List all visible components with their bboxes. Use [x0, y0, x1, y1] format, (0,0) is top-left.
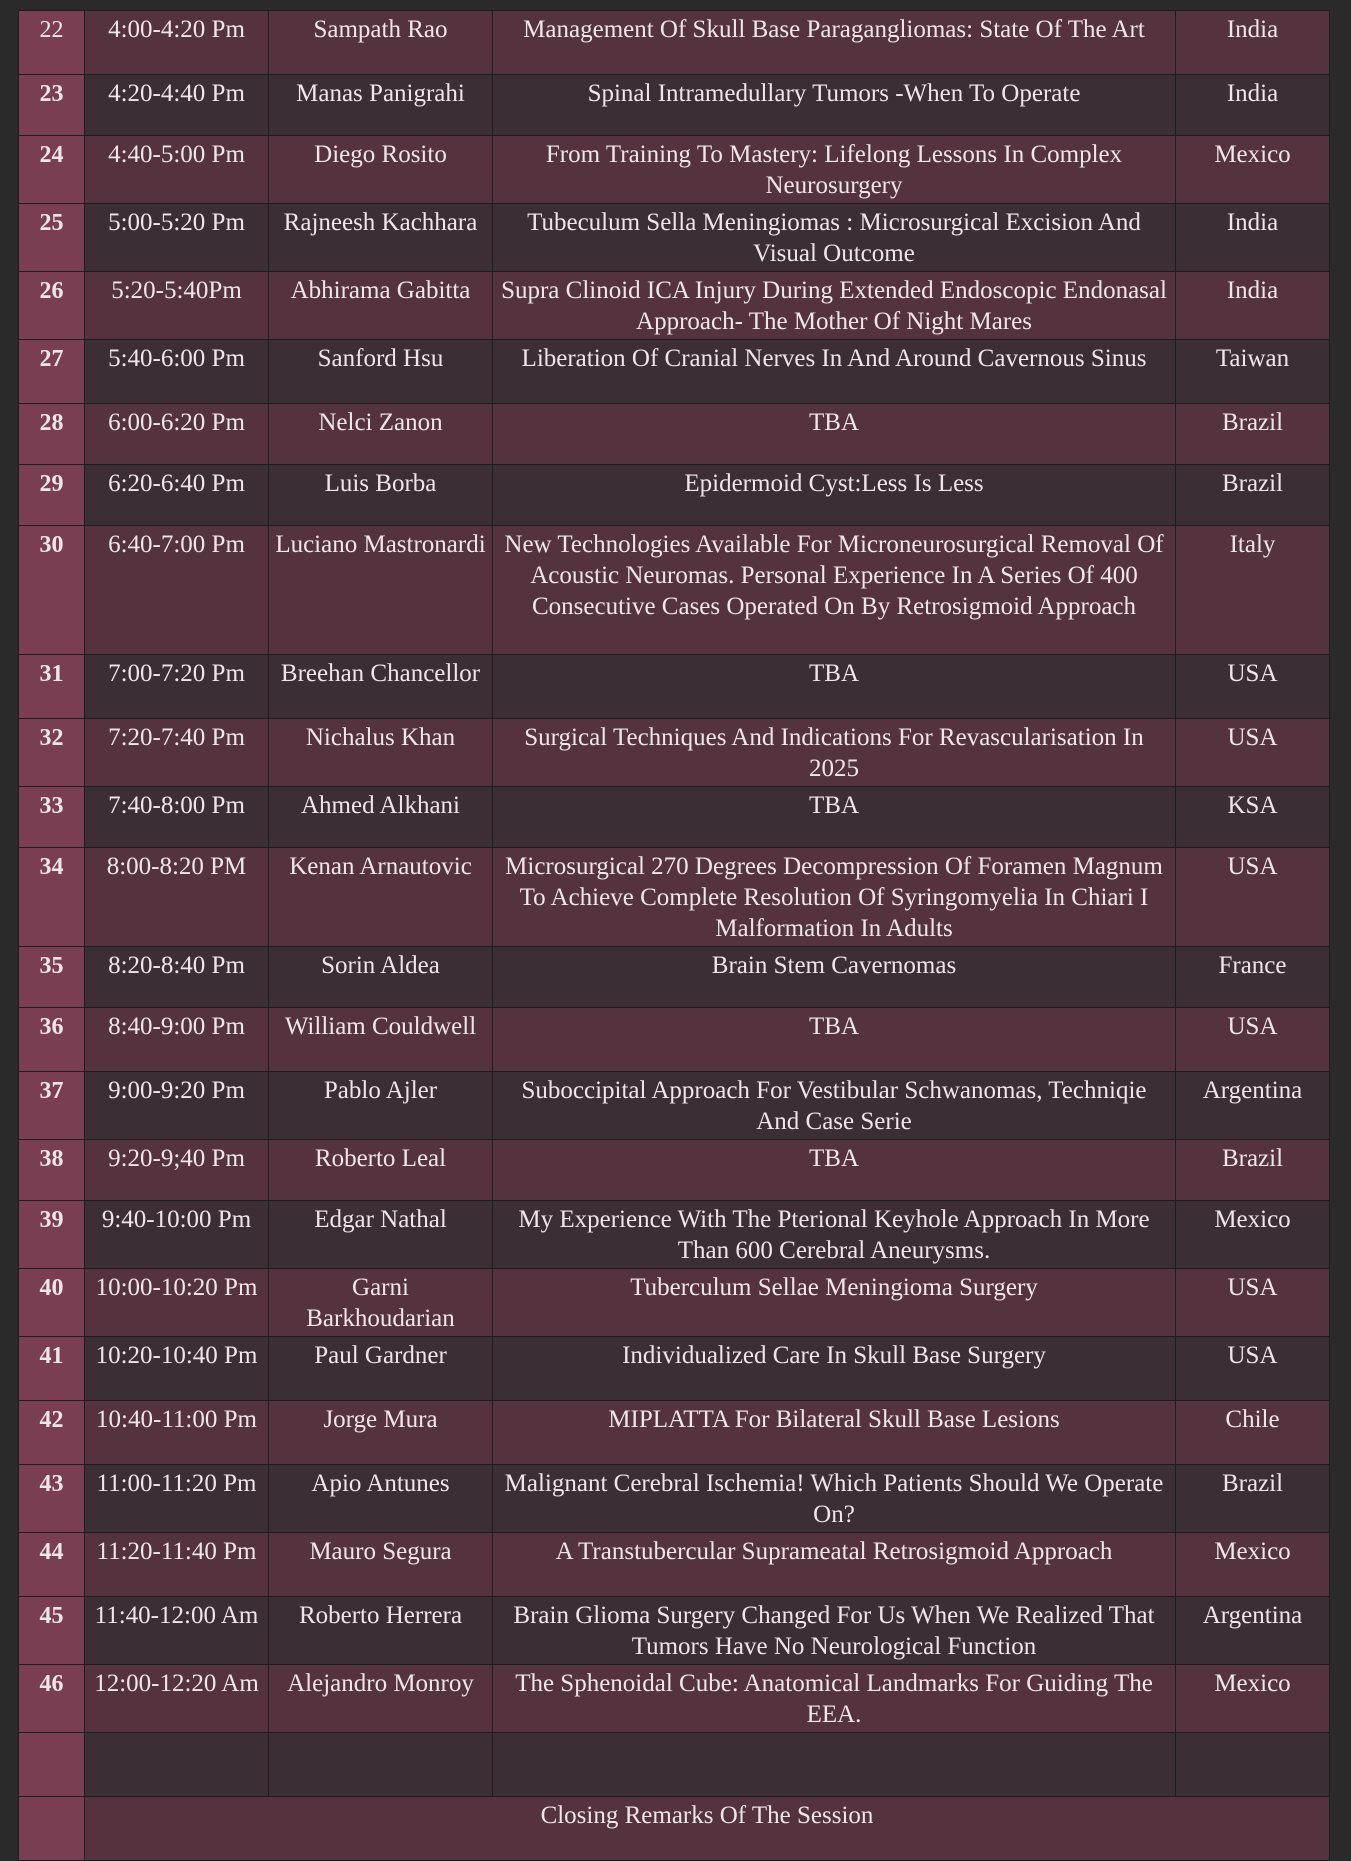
time-slot: 5:00-5:20 Pm — [85, 204, 269, 272]
talk-topic: Liberation Of Cranial Nerves In And Around Cavernous Sinus — [493, 340, 1176, 404]
speaker-country: USA — [1176, 655, 1330, 719]
speaker-name: Rajneesh Kachhara — [269, 204, 493, 272]
speaker-name: Sorin Aldea — [269, 947, 493, 1008]
speaker-name: Nichalus Khan — [269, 719, 493, 787]
schedule-rows — [19, 11, 1330, 1861]
speaker-country: Brazil — [1176, 465, 1330, 526]
time-slot: 8:20-8:40 Pm — [85, 947, 269, 1008]
time-slot: 6:20-6:40 Pm — [85, 465, 269, 526]
speaker-name: Kenan Arnautovic — [269, 848, 493, 947]
speaker-country: India — [1176, 272, 1330, 340]
table-row — [19, 947, 1330, 1008]
speaker-name: William Couldwell — [269, 1008, 493, 1072]
row-number: 23 — [19, 75, 85, 136]
speaker-country: India — [1176, 75, 1330, 136]
talk-topic: Epidermoid Cyst:Less Is Less — [493, 465, 1176, 526]
speaker-country: France — [1176, 947, 1330, 1008]
table-row — [19, 1733, 1330, 1797]
time-slot: 10:40-11:00 Pm — [85, 1401, 269, 1465]
row-number: 42 — [19, 1401, 85, 1465]
speaker-country: Mexico — [1176, 1533, 1330, 1597]
time-slot: 12:00-12:20 Am — [85, 1665, 269, 1733]
time-slot: 9:20-9;40 Pm — [85, 1140, 269, 1201]
time-slot: 11:00-11:20 Pm — [85, 1465, 269, 1533]
talk-topic: Malignant Cerebral Ischemia! Which Patients Should We Operate On? — [493, 1465, 1176, 1533]
table-row — [19, 655, 1330, 719]
speaker-country: Mexico — [1176, 1201, 1330, 1269]
table-row — [19, 1337, 1330, 1401]
row-number: 25 — [19, 204, 85, 272]
row-number: 40 — [19, 1269, 85, 1337]
time-slot: 7:00-7:20 Pm — [85, 655, 269, 719]
row-number: 22 — [19, 11, 85, 75]
speaker-name: Nelci Zanon — [269, 404, 493, 465]
time-slot: 8:40-9:00 Pm — [85, 1008, 269, 1072]
row-number — [19, 1797, 85, 1861]
time-slot: 8:00-8:20 PM — [85, 848, 269, 947]
speaker-country: Brazil — [1176, 1140, 1330, 1201]
row-number — [19, 1733, 85, 1797]
talk-topic: Surgical Techniques And Indications For Revascularisation In 2025 — [493, 719, 1176, 787]
talk-topic: Individualized Care In Skull Base Surgery — [493, 1337, 1176, 1401]
row-number: 38 — [19, 1140, 85, 1201]
table-row — [19, 1140, 1330, 1201]
speaker-country — [1176, 1733, 1330, 1797]
time-slot: 6:00-6:20 Pm — [85, 404, 269, 465]
row-number: 37 — [19, 1072, 85, 1140]
talk-topic: TBA — [493, 1008, 1176, 1072]
table-row — [19, 1597, 1330, 1665]
time-slot: 6:40-7:00 Pm — [85, 526, 269, 655]
speaker-name: Garni Barkhoudarian — [269, 1269, 493, 1337]
row-number: 28 — [19, 404, 85, 465]
talk-topic: Tubeculum Sella Meningiomas : Microsurgical Excision And Visual Outcome — [493, 204, 1176, 272]
speaker-name: Breehan Chancellor — [269, 655, 493, 719]
closing-row — [19, 1797, 1330, 1861]
time-slot: 4:00-4:20 Pm — [85, 11, 269, 75]
schedule-sheet — [18, 10, 1329, 1861]
speaker-name: Abhirama Gabitta — [269, 272, 493, 340]
speaker-country: Mexico — [1176, 136, 1330, 204]
time-slot: 11:20-11:40 Pm — [85, 1533, 269, 1597]
table-row — [19, 526, 1330, 655]
table-row — [19, 719, 1330, 787]
speaker-name: Luis Borba — [269, 465, 493, 526]
talk-topic: My Experience With The Pterional Keyhole Approach In More Than 600 Cerebral Aneurysms. — [493, 1201, 1176, 1269]
talk-topic — [493, 1733, 1176, 1797]
talk-topic: TBA — [493, 787, 1176, 848]
row-number: 41 — [19, 1337, 85, 1401]
speaker-country: KSA — [1176, 787, 1330, 848]
row-number: 44 — [19, 1533, 85, 1597]
speaker-name: Manas Panigrahi — [269, 75, 493, 136]
speaker-country: USA — [1176, 1269, 1330, 1337]
row-number: 32 — [19, 719, 85, 787]
row-number: 26 — [19, 272, 85, 340]
table-row — [19, 1465, 1330, 1533]
closing-remarks: Closing Remarks Of The Session — [85, 1797, 1330, 1861]
talk-topic: Management Of Skull Base Paragangliomas: State Of The Art — [493, 11, 1176, 75]
talk-topic: Microsurgical 270 Degrees Decompression Of Foramen Magnum To Achieve Complete Resolution Of Syringomyelia In Chiari I Malformation In Adults — [493, 848, 1176, 947]
time-slot: 11:40-12:00 Am — [85, 1597, 269, 1665]
time-slot: 7:20-7:40 Pm — [85, 719, 269, 787]
time-slot: 5:40-6:00 Pm — [85, 340, 269, 404]
talk-topic: Brain Stem Cavernomas — [493, 947, 1176, 1008]
table-row — [19, 340, 1330, 404]
talk-topic: TBA — [493, 655, 1176, 719]
row-number: 45 — [19, 1597, 85, 1665]
time-slot — [85, 1733, 269, 1797]
table-row — [19, 1269, 1330, 1337]
time-slot: 10:20-10:40 Pm — [85, 1337, 269, 1401]
speaker-name: Diego Rosito — [269, 136, 493, 204]
time-slot: 4:40-5:00 Pm — [85, 136, 269, 204]
speaker-name: Edgar Nathal — [269, 1201, 493, 1269]
speaker-country: Taiwan — [1176, 340, 1330, 404]
talk-topic: Suboccipital Approach For Vestibular Schwanomas, Techniqie And Case Serie — [493, 1072, 1176, 1140]
row-number: 36 — [19, 1008, 85, 1072]
speaker-country: India — [1176, 11, 1330, 75]
speaker-name: Mauro Segura — [269, 1533, 493, 1597]
speaker-name — [269, 1733, 493, 1797]
talk-topic: Brain Glioma Surgery Changed For Us When We Realized That Tumors Have No Neurological Function — [493, 1597, 1176, 1665]
speaker-country: Brazil — [1176, 1465, 1330, 1533]
speaker-name: Sampath Rao — [269, 11, 493, 75]
talk-topic: TBA — [493, 404, 1176, 465]
table-row — [19, 787, 1330, 848]
row-number: 33 — [19, 787, 85, 848]
time-slot: 9:00-9:20 Pm — [85, 1072, 269, 1140]
talk-topic: New Technologies Available For Microneurosurgical Removal Of Acoustic Neuromas. Personal Experience In A Series Of 400 Consecutive Cases Operated On By Retrosigmoid Approach — [493, 526, 1176, 655]
speaker-name: Ahmed Alkhani — [269, 787, 493, 848]
row-number: 24 — [19, 136, 85, 204]
table-row — [19, 1072, 1330, 1140]
speaker-name: Roberto Herrera — [269, 1597, 493, 1665]
row-number: 43 — [19, 1465, 85, 1533]
speaker-name: Pablo Ajler — [269, 1072, 493, 1140]
speaker-country: Mexico — [1176, 1665, 1330, 1733]
row-number: 34 — [19, 848, 85, 947]
table-row — [19, 75, 1330, 136]
session-schedule-table — [18, 10, 1330, 1861]
speaker-country: Italy — [1176, 526, 1330, 655]
talk-topic: The Sphenoidal Cube: Anatomical Landmarks For Guiding The EEA. — [493, 1665, 1176, 1733]
row-number: 35 — [19, 947, 85, 1008]
speaker-name: Luciano Mastronardi — [269, 526, 493, 655]
table-row — [19, 848, 1330, 947]
time-slot: 4:20-4:40 Pm — [85, 75, 269, 136]
speaker-name: Apio Antunes — [269, 1465, 493, 1533]
talk-topic: TBA — [493, 1140, 1176, 1201]
speaker-country: USA — [1176, 1337, 1330, 1401]
speaker-name: Jorge Mura — [269, 1401, 493, 1465]
talk-topic: A Transtubercular Suprameatal Retrosigmoid Approach — [493, 1533, 1176, 1597]
time-slot: 5:20-5:40Pm — [85, 272, 269, 340]
table-row — [19, 404, 1330, 465]
speaker-country: USA — [1176, 1008, 1330, 1072]
time-slot: 7:40-8:00 Pm — [85, 787, 269, 848]
talk-topic: From Training To Mastery: Lifelong Lessons In Complex Neurosurgery — [493, 136, 1176, 204]
speaker-country: USA — [1176, 848, 1330, 947]
table-row — [19, 465, 1330, 526]
time-slot: 10:00-10:20 Pm — [85, 1269, 269, 1337]
table-row — [19, 1008, 1330, 1072]
row-number: 31 — [19, 655, 85, 719]
speaker-name: Roberto Leal — [269, 1140, 493, 1201]
speaker-name: Sanford Hsu — [269, 340, 493, 404]
table-row — [19, 136, 1330, 204]
table-row — [19, 1401, 1330, 1465]
row-number: 30 — [19, 526, 85, 655]
speaker-country: India — [1176, 204, 1330, 272]
speaker-country: Brazil — [1176, 404, 1330, 465]
table-row — [19, 11, 1330, 75]
speaker-name: Alejandro Monroy — [269, 1665, 493, 1733]
row-number: 27 — [19, 340, 85, 404]
talk-topic: Supra Clinoid ICA Injury During Extended Endoscopic Endonasal Approach- The Mother Of Night Mares — [493, 272, 1176, 340]
row-number: 46 — [19, 1665, 85, 1733]
talk-topic: Spinal Intramedullary Tumors -When To Operate — [493, 75, 1176, 136]
row-number: 29 — [19, 465, 85, 526]
speaker-country: Argentina — [1176, 1597, 1330, 1665]
table-row — [19, 1665, 1330, 1733]
speaker-name: Paul Gardner — [269, 1337, 493, 1401]
table-row — [19, 204, 1330, 272]
speaker-country: USA — [1176, 719, 1330, 787]
talk-topic: Tuberculum Sellae Meningioma Surgery — [493, 1269, 1176, 1337]
speaker-country: Argentina — [1176, 1072, 1330, 1140]
talk-topic: MIPLATTA For Bilateral Skull Base Lesions — [493, 1401, 1176, 1465]
time-slot: 9:40-10:00 Pm — [85, 1201, 269, 1269]
speaker-country: Chile — [1176, 1401, 1330, 1465]
table-row — [19, 1201, 1330, 1269]
table-row — [19, 1533, 1330, 1597]
row-number: 39 — [19, 1201, 85, 1269]
table-row — [19, 272, 1330, 340]
